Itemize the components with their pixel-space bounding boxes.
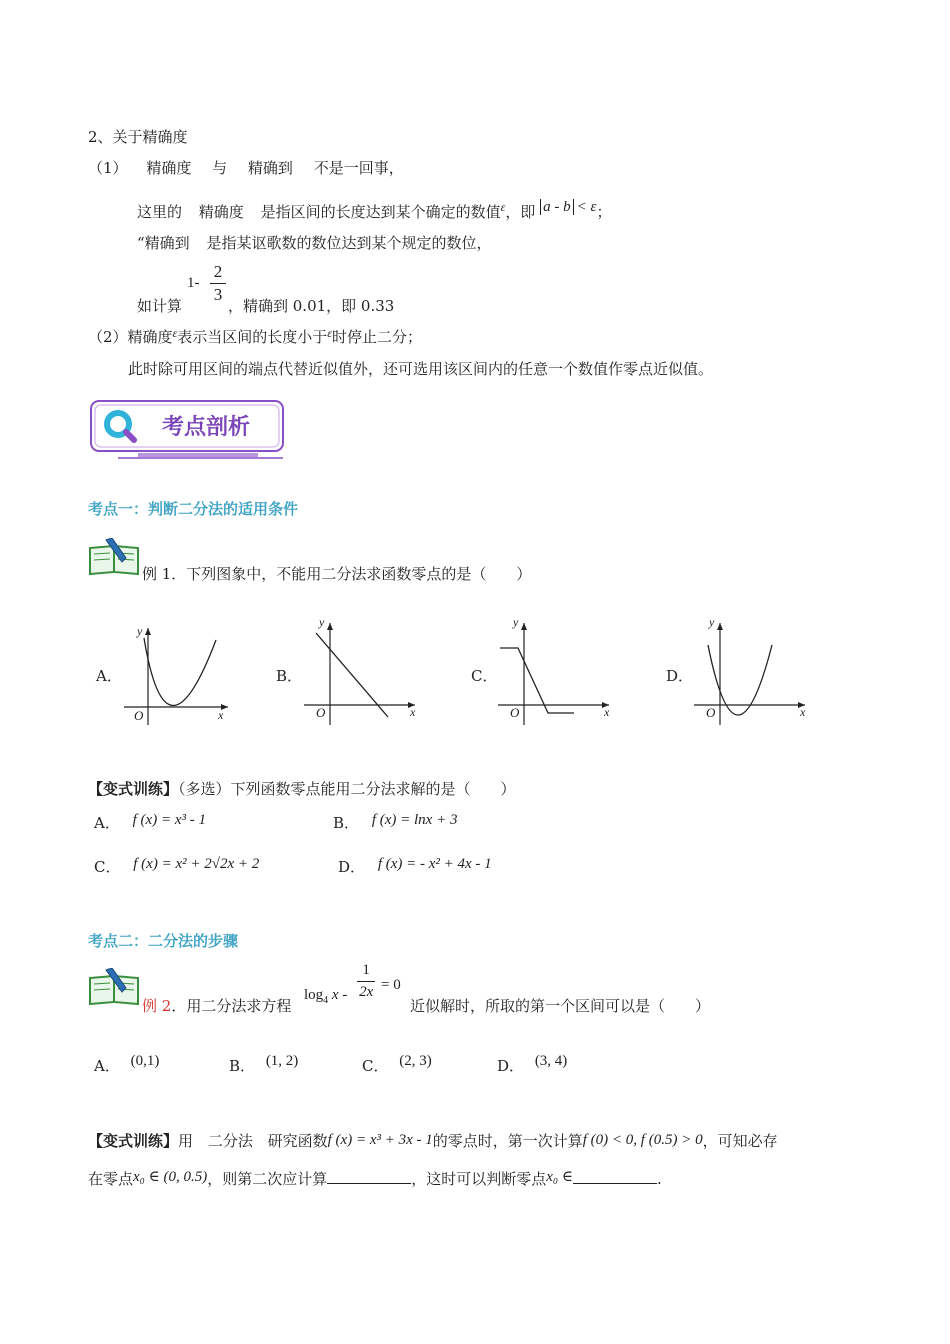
variant-function: f (x) = x³ + 3x - 1 — [327, 1132, 433, 1148]
variant-e: ，可知必存 — [702, 1132, 778, 1150]
fraction-denominator: 2x — [359, 984, 374, 1000]
variant-condition: f (0) < 0, f (0.5) > 0 — [582, 1132, 703, 1148]
option-label: B． — [333, 814, 360, 832]
epsilon: ε — [172, 326, 178, 340]
equation-rhs: = 0 — [381, 976, 401, 993]
axis-y: y — [137, 624, 143, 638]
log-arg: x - — [328, 986, 348, 1003]
line1-d: ，即 — [505, 203, 536, 221]
item1-num: （1） — [88, 159, 128, 177]
example-pre: 如计算 — [137, 297, 183, 315]
example2-option-d — [497, 1055, 567, 1076]
option-label: B． — [229, 1057, 256, 1075]
variant-text: （多选）下列函数零点能用二分法求解的是（ ） — [178, 780, 516, 798]
option-label-b: B． — [276, 667, 303, 685]
abs-expression: a - b — [540, 199, 574, 215]
banner-stripes — [138, 453, 258, 457]
book-pencil-icon — [88, 538, 144, 582]
accuracy-line — [137, 232, 491, 253]
lt-epsilon: < ε — [576, 199, 597, 215]
origin-o: O — [510, 705, 520, 720]
example-fraction — [210, 262, 226, 305]
graph-c — [494, 615, 619, 734]
variant2-end: . — [657, 1170, 662, 1188]
line1-b: 精确度 — [198, 203, 244, 221]
graph-a — [118, 620, 238, 734]
line1-c: 是指区间的长度达到某个确定的数值 — [260, 203, 501, 221]
equation-fraction — [357, 962, 375, 1001]
option-expression: f (x) = - x² + 4x - 1 — [377, 856, 492, 872]
epsilon: ε — [327, 326, 333, 340]
variant-head: 【变式训练】 — [88, 780, 179, 798]
option-label-c: C． — [471, 667, 498, 685]
option-expression: f (x) = x³ - 1 — [132, 812, 206, 828]
origin-o: O — [706, 705, 716, 720]
fraction-numerator: 2 — [213, 262, 223, 281]
variant2-line1 — [88, 1130, 778, 1151]
option-expression: f (x) = lnx + 3 — [371, 812, 458, 828]
section-heading: 2、关于精确度 — [88, 128, 188, 146]
book-pencil-icon — [88, 968, 144, 1012]
log-equation — [304, 962, 401, 1006]
fraction-denominator: 3 — [213, 285, 223, 304]
option-label: C． — [94, 858, 121, 876]
axis-x: x — [410, 705, 416, 719]
item2-line — [88, 326, 422, 347]
variant2-c: ，这时可以判断零点 — [411, 1170, 547, 1188]
variant2-b: ，则第二次应计算 — [207, 1170, 328, 1188]
topic2-title: 考点二：二分法的步骤 — [88, 932, 239, 950]
example2-text — [142, 995, 291, 1016]
graph-d — [690, 615, 815, 734]
option-label: A． — [94, 814, 120, 832]
axis-y: y — [513, 615, 519, 629]
item1-a: 精确度 — [146, 159, 192, 177]
line2-a: “精确到 — [137, 234, 190, 252]
option-interval: (0,1) — [130, 1053, 160, 1069]
variant-a: 用 — [178, 1132, 194, 1150]
option-interval: (3, 4) — [534, 1053, 568, 1069]
epsilon: ε — [500, 200, 506, 214]
variant1-option-d — [338, 856, 492, 877]
variant-d: 的零点时，第一次计算 — [432, 1132, 583, 1150]
banner-title: 考点剖析 — [162, 415, 251, 440]
option-label: A． — [94, 1057, 120, 1075]
variant-c: 研究函数 — [267, 1132, 328, 1150]
item1-line — [88, 157, 404, 178]
variant2-x0: x₀ ∈ (0, 0.5) — [133, 1169, 208, 1185]
axis-x: x — [218, 708, 224, 722]
option-label: D． — [338, 858, 366, 876]
item2-a: （2）精确度 — [88, 328, 173, 346]
log-word: log — [304, 986, 324, 1003]
answer-blank-2[interactable] — [573, 1169, 657, 1184]
option-label: C． — [362, 1057, 389, 1075]
variant2-x0b: x₀ ∈ — [546, 1169, 573, 1185]
variant2-line2 — [88, 1168, 662, 1189]
example-post: ，精确到 0.01，即 0.33 — [228, 297, 395, 315]
option-label: D． — [497, 1057, 525, 1075]
variant1-option-b — [333, 812, 457, 833]
origin-o: O — [134, 708, 144, 723]
axis-y: y — [319, 615, 325, 629]
item2-b: 表示当区间的长度小于 — [177, 328, 328, 346]
option-interval: (1, 2) — [265, 1053, 299, 1069]
item1-d: 不是一回事， — [313, 159, 404, 177]
option-label-d: D． — [666, 667, 694, 685]
example2-option-c — [362, 1055, 432, 1076]
option-interval: (2, 3) — [399, 1053, 432, 1069]
magnifier-icon — [102, 408, 142, 448]
item2-detail: 此时除可用区间的端点代替近似值外，还可选用该区间内的任意一个数值作零点近似值。 — [128, 360, 714, 378]
section-banner — [88, 398, 288, 462]
example2-label: 例 2 — [142, 997, 172, 1015]
item2-c: 时停止二分； — [332, 328, 423, 346]
variant1-line — [88, 778, 516, 799]
axis-x: x — [800, 705, 806, 719]
example2-text1: ．用二分法求方程 — [171, 997, 292, 1015]
graph-b — [300, 615, 425, 734]
answer-blank-1[interactable] — [327, 1169, 411, 1184]
fraction-numerator: 1 — [362, 962, 370, 978]
item1-c: 精确到 — [247, 159, 293, 177]
example2-text2: 近似解时，所取的第一个区间可以是（ ） — [410, 997, 711, 1015]
example2-option-b — [229, 1055, 298, 1076]
log-base: 4 — [323, 994, 329, 1006]
line1-end: ； — [596, 203, 612, 221]
topic1-title: 考点一：判断二分法的适用条件 — [88, 500, 299, 518]
example2-option-a — [94, 1055, 159, 1076]
example-one-minus: 1- — [187, 275, 200, 291]
item1-b: 与 — [212, 159, 228, 177]
axis-x: x — [604, 705, 610, 719]
option-expression: f (x) = x² + 2√2x + 2 — [133, 856, 260, 872]
line1-a: 这里的 — [137, 203, 183, 221]
variant1-option-a — [94, 812, 206, 833]
example1-text: 例 1．下列图象中，不能用二分法求函数零点的是（ ） — [142, 565, 532, 583]
variant1-option-c — [94, 856, 259, 877]
origin-o: O — [316, 705, 326, 720]
option-label-a: A． — [96, 667, 122, 685]
axis-y: y — [709, 615, 715, 629]
precision-line — [137, 200, 611, 222]
variant-b: 二分法 — [207, 1132, 253, 1150]
variant-head: 【变式训练】 — [88, 1132, 179, 1150]
line2-b: 是指某讴歌数的数位达到某个规定的数位， — [206, 234, 492, 252]
variant2-a: 在零点 — [88, 1170, 134, 1188]
